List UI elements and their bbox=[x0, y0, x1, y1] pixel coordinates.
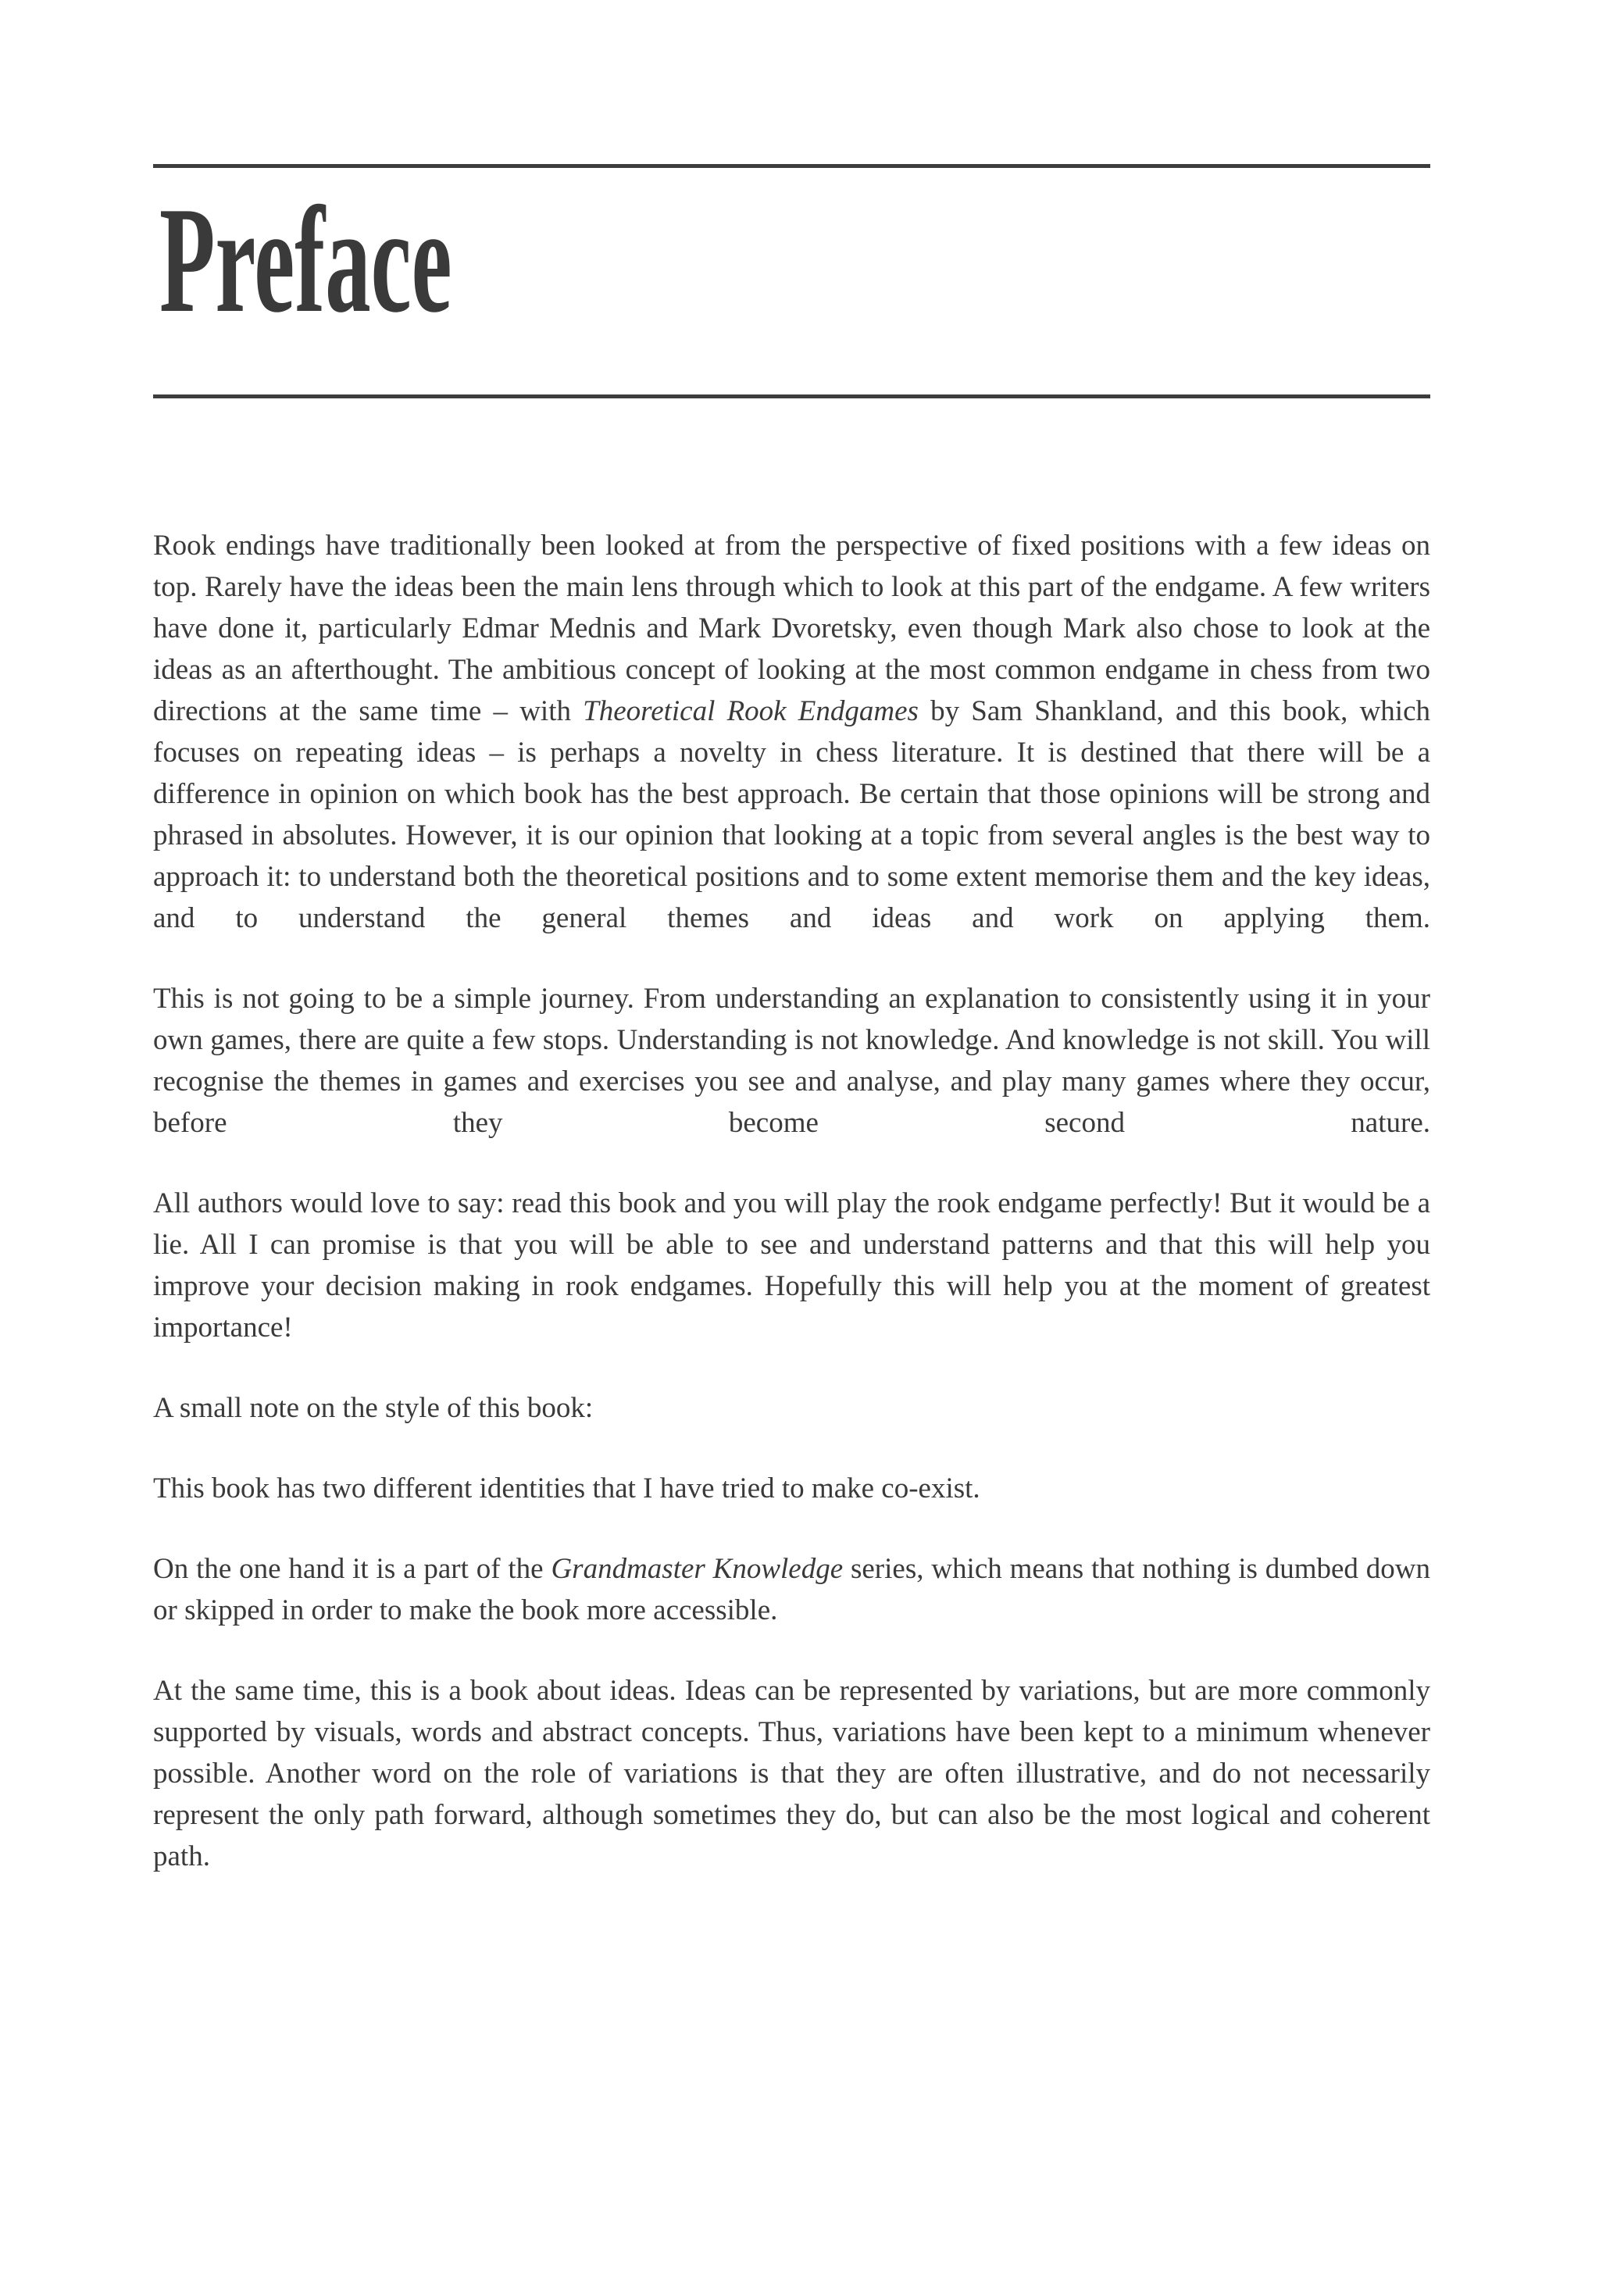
paragraph bbox=[153, 978, 1430, 1144]
text-run: On the one hand it is a part of the bbox=[153, 1553, 551, 1585]
text-run: Rook endings have traditionally been looked at from the perspective of fixed positions with a few ideas on top. Rarely have the ideas been the main lens through which to look at this part of the endgame. A few writers have done it, particularly Edmar Mednis and Mark Dvoretsky, even though Mark also chose to look at the ideas as an afterthought. The ambitious concept of looking at the most common endgame in chess from two directions at the same time – with bbox=[153, 530, 1430, 727]
italic-series-title: Grandmaster Knowledge bbox=[551, 1553, 844, 1585]
text-run: All authors would love to say: read this book and you will play the rook endgame perfectly! But it would be a lie. All I can promise is that you will be able to see and understand patterns and that this will help you improve your decision making in rook endgames. Hopefully this will help you at the moment of greatest importance! bbox=[153, 1187, 1430, 1344]
top-rule bbox=[153, 164, 1430, 168]
preface-body bbox=[153, 525, 1430, 1916]
paragraph bbox=[153, 1387, 1430, 1429]
text-run: This is not going to be a simple journey. From understanding an explanation to consistently using it in your own games, there are quite a few stops. Understanding is not knowledge. And knowledge is not skill. You will recognise the themes in games and exercises you see and analyse, and play many games where they occur, before they become second nature. bbox=[153, 983, 1430, 1139]
text-run: by Sam Shankland, and this book, which focuses on repeating ideas – is perhaps a novelty in chess literature. It is destined that there will be a difference in opinion on which book has the best approach. Be certain that those opinions will be strong and phrased in absolutes. However, it is our opinion that looking at a topic from several angles is the best way to approach it: to understand both the theoretical positions and to some extent memorise them and the key ideas, and to understand the general themes and ideas and work on applying them. bbox=[153, 695, 1430, 934]
text-run: This book has two different identities that I have tried to make co-exist. bbox=[153, 1472, 980, 1504]
text-run: series, which means that nothing is dumbed down or skipped in order to make the book more accessible. bbox=[153, 1553, 1430, 1626]
paragraph bbox=[153, 1548, 1430, 1631]
text-run: A small note on the style of this book: bbox=[153, 1392, 594, 1424]
text-run: At the same time, this is a book about ideas. Ideas can be represented by variations, but are more commonly supported by visuals, words and abstract concepts. Thus, variations have been kept to a minimum whenever possible. Another word on the role of variations is that they are often illustrative, and do not necessarily represent the only path forward, although sometimes they do, but can also be the most logical and coherent path. bbox=[153, 1675, 1430, 1872]
paragraph bbox=[153, 1670, 1430, 1877]
paragraph bbox=[153, 1183, 1430, 1348]
italic-series-title: Theoretical Rook Endgames bbox=[583, 695, 919, 727]
bottom-rule bbox=[153, 394, 1430, 398]
paragraph bbox=[153, 525, 1430, 939]
chapter-title: Preface bbox=[159, 176, 452, 344]
paragraph bbox=[153, 1468, 1430, 1509]
